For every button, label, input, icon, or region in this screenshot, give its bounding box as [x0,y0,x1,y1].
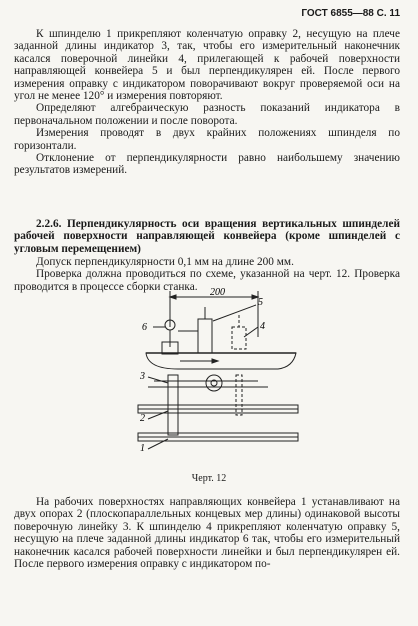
page-header: ГОСТ 6855—88 С. 11 [301,8,400,19]
callout-4: 4 [260,321,265,332]
dimension-label: 200 [210,287,225,298]
callout-6: 6 [142,322,147,333]
paragraph: К шпинделю 1 прикрепляют коленчатую оправку 2, несущую на плече заданной длины индикатор 3, так, чтобы его измерительный наконечник касался поверочной линейки 4, прилегающей к рабочей поверхности направляющей конвейера 5 и был перпендикулярен ей. После первого измерения оправку с индикатором поворачивают вокруг проверяемой оси на угол не менее 120° и измерения повторяют. [14,28,400,103]
figure-caption: Черт. 12 [191,473,227,484]
paragraph: Проверка должна проводиться по схеме, указанной на черт. 12. Проверка проводится в процессе сборки станка. [14,268,400,293]
callout-5: 5 [258,297,263,308]
section-number: 2.2.6. [36,218,62,230]
section-title: Перпендикулярность оси вращения вертикальных шпинделей рабочей поверхности направляющей конвейера (кроме шпинделей с угловым перемещением) [14,218,400,255]
figure-12-drawing [118,287,308,467]
callout-2: 2 [140,413,145,424]
callout-1: 1 [140,443,145,454]
paragraph: Допуск перпендикулярности 0,1 мм на длине 200 мм. [36,256,294,268]
text-block-1 [14,28,400,177]
text-block-3 [14,496,400,570]
paragraph: Измерения проводят в двух крайних положениях шпинделя по горизонтали. [14,127,400,152]
section-heading [14,218,400,255]
paragraph: На рабочих поверхностях направляющих конвейера 1 устанавливают на двух опорах 2 (плоскопараллельных концевых мер длины) одинаковой высоты поверочную линейку 3. К шпинделю 4 прикрепляют коленчатую оправку 5, несущую на плече заданной длины индикатор 6 так, чтобы его измерительный наконечник касался рабочей поверхности линейки и был перпендикулярен ей. После первого измерения оправку с индикатором по- [14,496,400,571]
paragraph: Отклонение от перпендикулярности равно наибольшему значению результатов измерений. [14,152,400,177]
paragraph: Определяют алгебраическую разность показаний индикатора в первоначальном положении и после поворота. [14,102,400,127]
callout-3: 3 [140,371,145,382]
